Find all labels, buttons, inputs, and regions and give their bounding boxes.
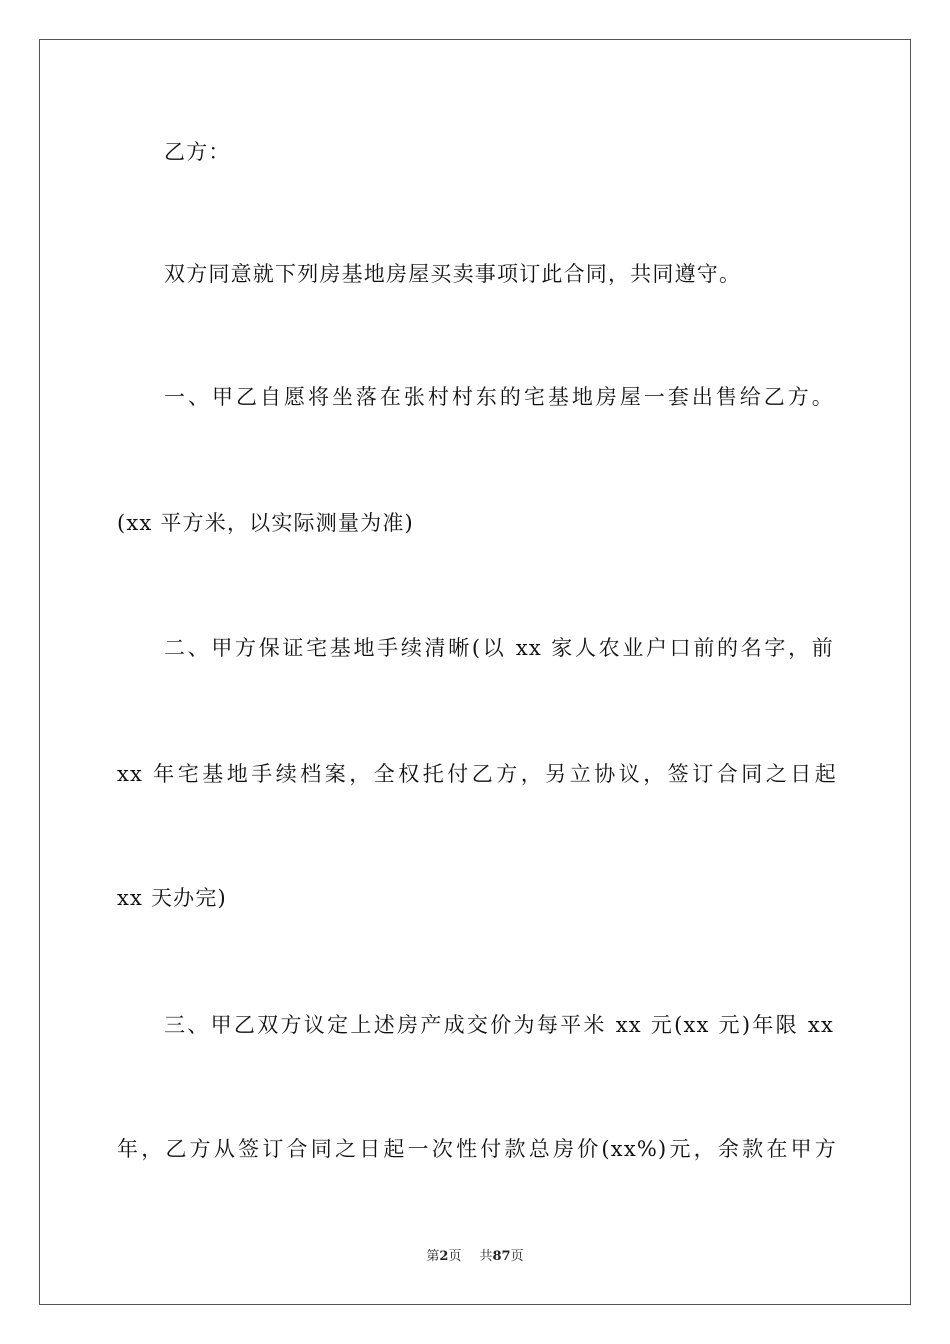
total-prefix: 共 — [479, 1249, 493, 1264]
clause-1-line-1: 一、甲乙自愿将坐落在张村村东的宅基地房屋一套出售给乙方。 — [164, 385, 834, 409]
clause-3-line-1: 三、甲乙双方议定上述房产成交价为每平米 xx 元(xx 元)年限 xx — [164, 1013, 834, 1037]
clause-1-line-2: (xx 平方米，以实际测量为准) — [117, 511, 414, 535]
page-number: 2 — [439, 1249, 449, 1264]
page-suffix: 页 — [448, 1249, 462, 1264]
agreement-intro: 双方同意就下列房基地房屋买卖事项订此合同，共同遵守。 — [164, 262, 742, 286]
clause-3-line-2: 年，乙方从签订合同之日起一次性付款总房价(xx%)元，余款在甲方 — [117, 1137, 837, 1161]
total-suffix: 页 — [510, 1249, 524, 1264]
clause-2-line-2: xx 年宅基地手续档案，全权托付乙方，另立协议，签订合同之日起 — [117, 762, 837, 786]
page-prefix: 第 — [426, 1249, 440, 1264]
clause-2-line-1: 二、甲方保证宅基地手续清晰(以 xx 家人农业户口前的名字，前 — [164, 636, 834, 660]
page-footer — [0, 1248, 950, 1266]
page-frame — [39, 39, 911, 1305]
total-pages: 87 — [492, 1249, 511, 1264]
party-b-label: 乙方： — [164, 140, 231, 164]
clause-2-line-3: xx 天办完) — [117, 886, 227, 910]
